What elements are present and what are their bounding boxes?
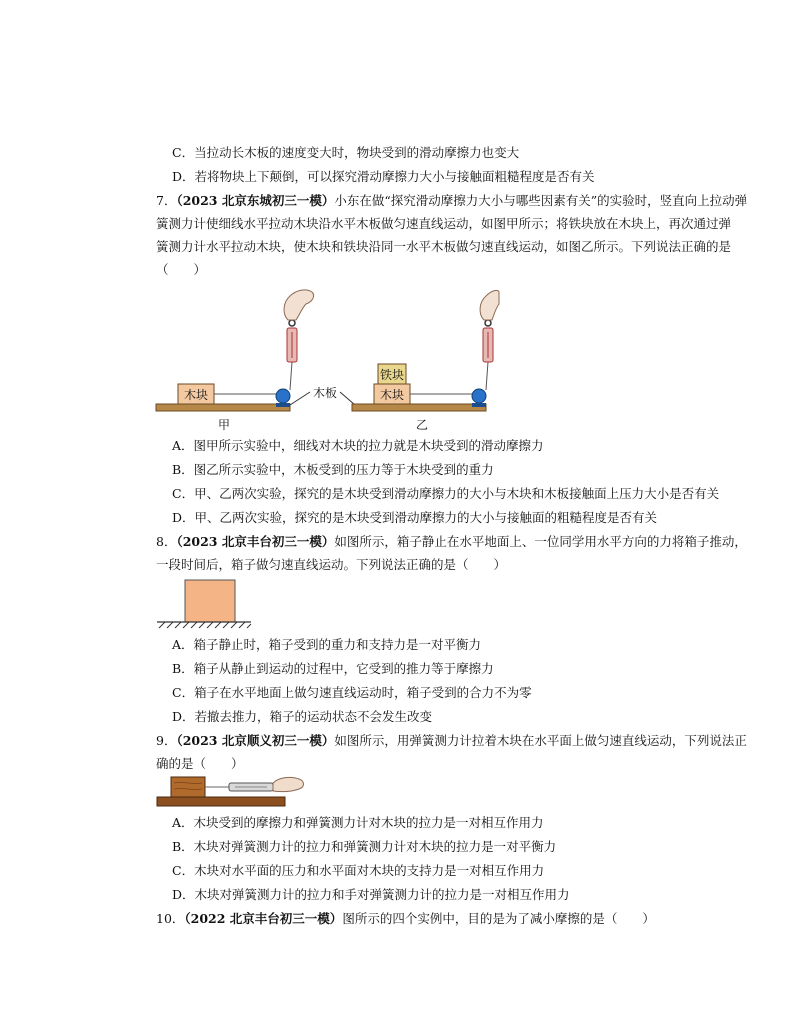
- board-leader-left: [290, 392, 310, 405]
- q10-stem-text-1: 图所示的四个实例中，目的是为了减小摩擦的是（ ）: [342, 911, 655, 926]
- q9-stem-text-1: 如图所示，用弹簧测力计拉着木块在水平面上做匀速直线运动，下列说法正: [334, 733, 747, 748]
- q9-option-a: A．木块受到的摩擦力和弹簧测力计对木块的拉力是一对相互作用力: [172, 815, 544, 830]
- q8-option-b: B．箱子从静止到运动的过程中，它受到的推力等于摩擦力: [172, 661, 494, 676]
- q10-source: （2022 北京丰台初三一模）: [184, 911, 343, 926]
- left-hand: [284, 290, 314, 320]
- right-block-label: 木块: [379, 388, 405, 402]
- q8-figure: [155, 578, 255, 630]
- right-setup: [352, 290, 499, 411]
- box: [185, 580, 235, 622]
- q7-stem-line-1: [156, 193, 747, 209]
- pulling-hand: [273, 777, 304, 791]
- q10-number: 10．: [156, 911, 185, 926]
- q9-option-b: B．木块对弹簧测力计的拉力和弹簧测力计对木块的拉力是一对平衡力: [172, 839, 557, 854]
- q9-option-d: D．木块对弹簧测力计的拉力和手对弹簧测力计的拉力是一对相互作用力: [172, 887, 570, 902]
- q10-stem-line-1: [156, 911, 655, 927]
- q7-figure: [150, 284, 500, 432]
- q7-option-c: C．甲、乙两次实验，探究的是木块受到滑动摩擦力的大小与木块和木板接触面上压力大小是否有关: [172, 486, 720, 501]
- left-scale-hook: [289, 320, 295, 326]
- q6-option-c: C．当拉动长木板的速度变大时，物块受到的滑动摩擦力也变大: [172, 145, 520, 160]
- q8-option-d: D．若撤去推力，箱子的运动状态不会发生改变: [172, 709, 433, 724]
- left-vertical-string: [290, 362, 292, 390]
- board-label: 木板: [312, 386, 338, 400]
- q8-number: 8．: [156, 534, 177, 549]
- board-leader-right: [340, 392, 355, 405]
- q6-option-d: D．若将物块上下颠倒，可以探究滑动摩擦力大小与接触面粗糙程度是否有关: [172, 169, 595, 184]
- q9-figure: [155, 773, 307, 809]
- q9-option-c: C．木块对水平面的压力和水平面对木块的支持力是一对相互作用力: [172, 863, 545, 878]
- q7-stem-line-3: 簧测力计水平拉动木块，使木块和铁块沿同一水平木板做匀速直线运动，如图乙所示。下列说法正确的是: [156, 239, 732, 254]
- q8-source: （2023 北京丰台初三一模）: [176, 534, 335, 549]
- q8-stem-line-2: 一段时间后，箱子做匀速直线运动。下列说法正确的是（ ）: [156, 557, 507, 572]
- iron-block-label: 铁块: [379, 368, 405, 382]
- wood-block: [171, 777, 205, 797]
- table-surface: [157, 797, 285, 806]
- q8-stem-line-1: [156, 534, 747, 550]
- q9-number: 9．: [156, 733, 177, 748]
- q7-option-b: B．图乙所示实验中，木板受到的压力等于木块受到的重力: [172, 462, 494, 477]
- q8-option-c: C．箱子在水平地面上做匀速直线运动时，箱子受到的合力不为零: [172, 685, 532, 700]
- q7-stem-line-2: 簧测力计使细线水平拉动木块沿水平木板做匀速直线运动，如图甲所示；将铁块放在木块上，再次通过弹: [156, 216, 732, 231]
- q7-source: （2023 北京东城初三一模）: [176, 193, 335, 208]
- q7-stem-text-1: 小东在做“探究滑动摩擦力大小与哪些因素有关”的实验时，竖直向上拉动弹: [334, 193, 748, 208]
- caption-jia: 甲: [217, 418, 231, 432]
- q7-number: 7．: [156, 193, 177, 208]
- left-board: [156, 404, 290, 411]
- right-pulley-clamp: [472, 403, 486, 407]
- left-block-label: 木块: [183, 388, 209, 402]
- ground-hatching: [159, 622, 251, 628]
- left-pulley-clamp: [276, 403, 290, 407]
- q7-stem-line-4: （ ）: [156, 262, 207, 277]
- q7-option-a: A．图甲所示实验中，细线对木块的拉力就是木块受到的滑动摩擦力: [172, 438, 544, 453]
- right-pulley: [472, 389, 486, 403]
- q8-option-a: A．箱子静止时，箱子受到的重力和支持力是一对平衡力: [172, 637, 482, 652]
- q9-source: （2023 北京顺义初三一模）: [176, 733, 335, 748]
- right-scale-hook: [485, 320, 491, 326]
- q9-stem-line-2: 确的是（ ）: [156, 756, 244, 771]
- left-setup: [156, 290, 314, 411]
- right-vertical-string: [486, 362, 488, 390]
- q7-option-d: D．甲、乙两次实验，探究的是木块受到滑动摩擦力的大小与接触面的粗糙程度是否有关: [172, 510, 658, 525]
- q9-stem-line-1: [156, 733, 747, 749]
- q8-stem-text-1: 如图所示，箱子静止在水平地面上、一位同学用水平方向的力将箱子推动，: [334, 534, 747, 549]
- right-board: [352, 404, 486, 411]
- left-pulley: [276, 389, 290, 403]
- caption-yi: 乙: [415, 418, 429, 432]
- right-hand: [480, 290, 499, 320]
